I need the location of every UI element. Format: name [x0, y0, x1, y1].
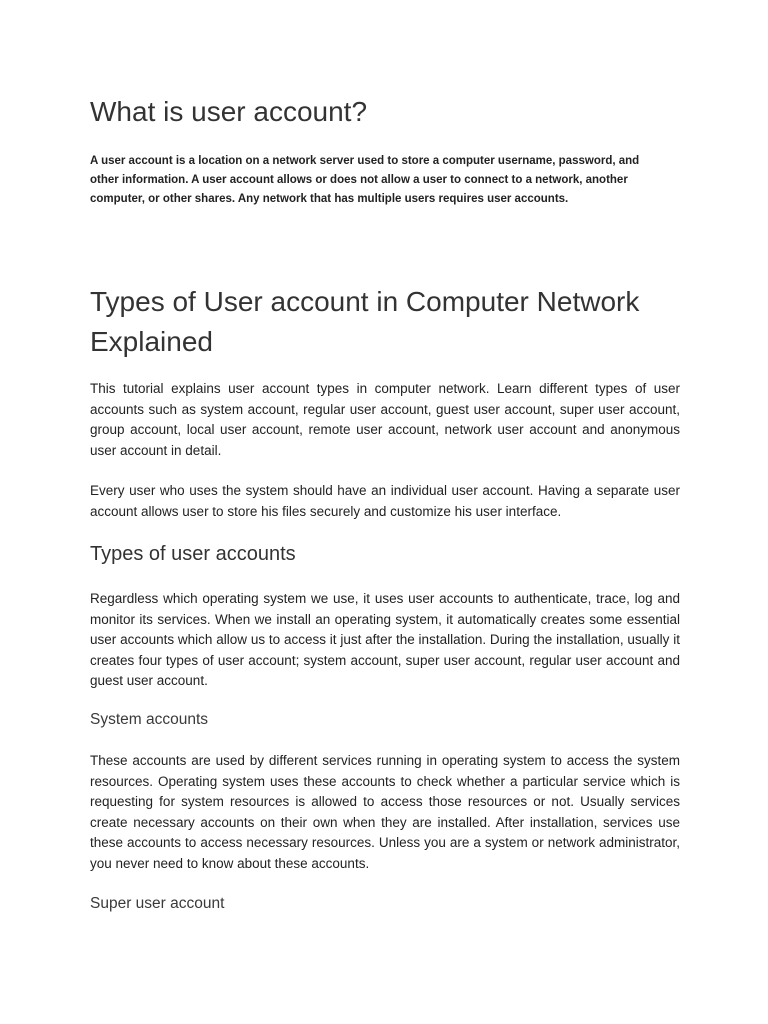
page-title: What is user account? [90, 96, 368, 127]
paragraph-system-accounts: These accounts are used by different services running in operating system to access the system resources. Operating system uses these accounts to check whether a particular service which is requesting for system resources is allowed to access those resources or not. Usually services create necessary accounts on their own when they are installed. After installation, services use these accounts to access necessary resources. Unless you are a system or network administrator, you never need to know about these accounts. [90, 753, 680, 871]
subheading-super-user-account: Super user account [90, 895, 225, 912]
paragraph-tutorial: This tutorial explains user account types in computer network. Learn different types of user accounts such as system account, regular user account, guest user account, super user account, group account, local user account, remote user account, network user account and anonymous user account in detail. [90, 381, 680, 458]
section-heading-types: Types of user accounts [90, 543, 296, 565]
main-heading: Types of User account in Computer Network Explained [90, 286, 640, 357]
intro-paragraph: A user account is a location on a network server used to store a computer username, password, and other information. A user account allows or does not allow a user to connect to a network, another computer, or other shares. Any network that has multiple users requires user accounts. [90, 155, 640, 205]
paragraph-individual-account: Every user who uses the system should have an individual user account. Having a separate user account allows user to store his files securely and customize his user interface. [90, 483, 680, 519]
paragraph-types-overview: Regardless which operating system we use, it uses user accounts to authenticate, trace, log and monitor its services. When we install an operating system, it automatically creates some essential user accounts which allow us to access it just after the installation. During the installation, usually it creates four types of user account; system account, super user account, regular user account and guest user account. [90, 591, 680, 688]
subheading-system-accounts: System accounts [90, 711, 209, 728]
